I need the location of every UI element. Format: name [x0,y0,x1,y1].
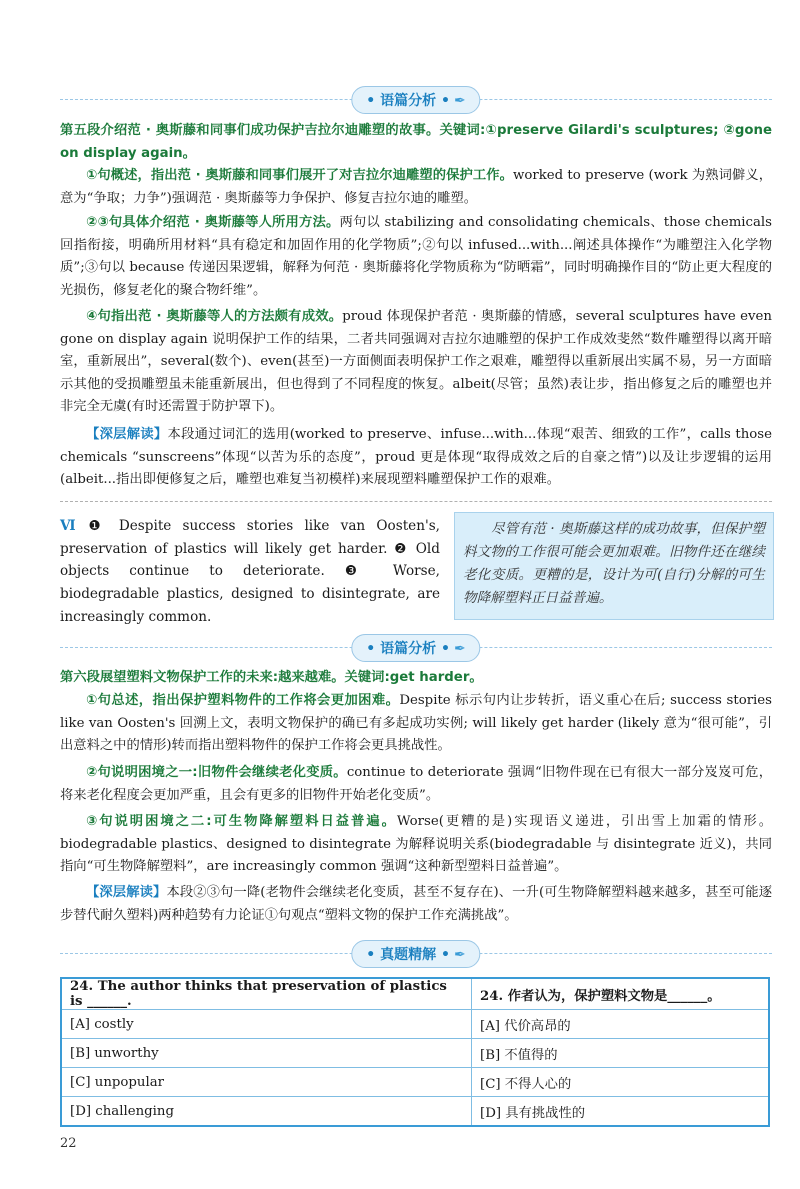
para5-s4: ④句指出范 · 奥斯藤等人的方法颇有成效。proud 体现保护者范 · 奥斯藤的情感，several sculptures have even gone on display again 说明保护工作的结果，二者共同强调对吉拉尔迪雕塑的保护工作成效斐然“数件雕塑得以离开暗室，重新展出”，several(数个)、even(甚至)一方面侧面表明保护工作之艰难，雕塑得以重新展出实属不易，另一方面暗示其他的受损雕塑虽未能重新展出，但也得到了不同程度的恢复。albeit(尽管；虽然)表让步，指出修复之后的雕塑也并非完全无虞(有时还需置于防护罩下)。 [60,309,772,414]
option-row [61,1097,769,1127]
page-number: 22 [60,1136,77,1151]
question-stem-zh: 24. 作者认为，保护塑料文物是______。 [472,978,770,1010]
section-title: • 语篇分析 • [366,641,450,657]
quill-icon: ✒ [453,93,466,109]
option-d-en: [D] challenging [61,1097,472,1127]
option-row [61,1039,769,1068]
passage-paragraph-6: Ⅵ ❶ Despite success stories like van Oosten's, preservation of plastics will likely get harder. ❷ Old objects continue to deteriorate. ❸ Worse, biodegradable plastics, designed to disintegrate, are increasingly common. [60,518,441,625]
paragraph-6-translation: 尽管有范 · 奥斯藤这样的成功故事，但保护塑料文物的工作很可能会更加艰难。旧物件还在继续老化变质。更糟的是，设计为可(自行)分解的可生物降解塑料正日益普遍。 [454,512,774,620]
section-title: • 语篇分析 • [366,93,450,109]
quill-icon: ✒ [453,641,466,657]
question-stem-row [61,978,769,1010]
para5-deep-reading: 【深层解读】本段通过词汇的选用(worked to preserve、infuse...with...体现“艰苦、细致的工作”，calls those chemicals “sunscreens”体现“以苦为乐的态度”，proud 更是体现“取得成效之后的自豪之情”)以及让步逻辑的运用(albeit...指出即便修复之后，雕塑也难复当初模样)来展现塑料雕塑保护工作的艰难。 [60,427,772,487]
para6-deep-reading: 【深层解读】本段②③句一降(老物件会继续老化变质，甚至不复存在)、一升(可生物降解塑料越来越多，甚至可能逐步替代耐久塑料)两种趋势有力论证①句观点“塑料文物的保护工作充满挑战”。 [60,885,773,923]
para5-s23: ②③句具体介绍范 · 奥斯藤等人所用方法。两句以 stabilizing and consolidating chemicals、those chemicals 回指衔接，明确所用材料“具有稳定和加固作用的化学物质”;②句以 infused...with...阐述具体操作“为雕塑注入化学物质”;③句以 because 传递因果逻辑，解释为何范 · 奥斯藤将化学物质称为“防晒霜”，同时明确操作目的“防止更大程度的光损伤，修复老化的聚合物纤维”。 [60,215,772,298]
dashed-separator [60,501,772,502]
option-a-zh: [A] 代价高昂的 [472,1010,770,1039]
option-d-zh: [D] 具有挑战性的 [472,1097,770,1127]
question-table [60,977,770,1127]
para6-intro: 第六段展望塑料文物保护工作的未来:越来越难。关键词:get harder。 [60,670,483,685]
para6-s1: ①句总述，指出保护塑料物件的工作将会更加困难。Despite 标示句内让步转折，语义重心在后; success stories like van Oosten's 回溯上文，表明文物保护的确已有多起成功实例; will likely get harder (likely 意为“很可能”，引出意料之中的情形)转而指出塑料物件的保护工作将会更具挑战性。 [60,693,773,753]
para6-s2: ②句说明困境之一:旧物件会继续老化变质。continue to deteriorate 强调“旧物件现在已有很大一部分岌岌可危，将来老化程度会更加严重，且会有更多的旧物件开始老化变质”。 [60,765,773,803]
option-row [61,1010,769,1039]
para5-s1: ①句概述，指出范 · 奥斯藤和同事们展开了对吉拉尔迪雕塑的保护工作。worked to preserve (work 为熟词僻义，意为“争取；力争”)强调范 · 奥斯藤等力争保护、修复吉拉尔迪的雕塑。 [60,168,772,206]
option-a-en: [A] costly [61,1010,472,1039]
quill-icon: ✒ [453,947,466,963]
section-header-analysis-1 [60,84,772,116]
paragraph-number: Ⅵ [60,518,83,534]
section-header-exam-question [60,938,772,970]
section-header-analysis-2 [60,632,772,664]
question-stem-en: 24. The author thinks that preservation of plastics is ______. [61,978,472,1010]
option-b-zh: [B] 不值得的 [472,1039,770,1068]
option-c-en: [C] unpopular [61,1068,472,1097]
para6-s3: ③句说明困境之二:可生物降解塑料日益普遍。Worse(更糟的是)实现语义递进，引出雪上加霜的情形。biodegradable plastics、designed to disintegrate 为解释说明关系(biodegradable 与 disintegrate 近义)，共同指向“可生物降解塑料”，are increasingly common 强调“这种新型塑料日益普遍”。 [60,814,772,874]
section-title: • 真题精解 • [366,947,450,963]
para5-intro: 第五段介绍范 · 奥斯藤和同事们成功保护吉拉尔迪雕塑的故事。关键词:①preserve Gilardi's sculptures; ②gone on display again。 [60,123,772,161]
option-c-zh: [C] 不得人心的 [472,1068,770,1097]
option-b-en: [B] unworthy [61,1039,472,1068]
option-row [61,1068,769,1097]
